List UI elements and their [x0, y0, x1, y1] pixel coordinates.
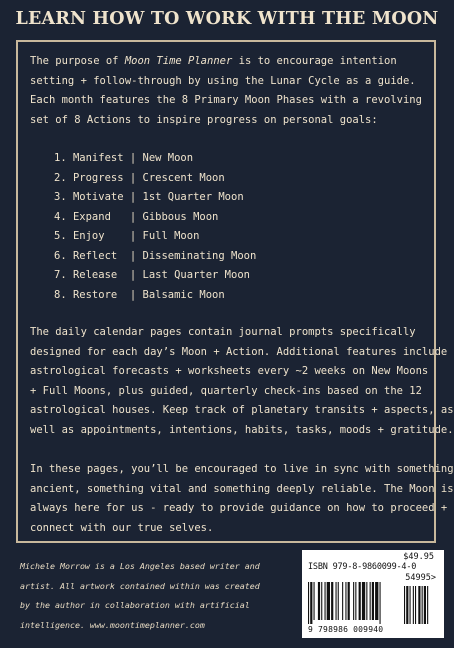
intro-line-2: setting + follow-through by using the Lunar Cycle as a guide.: [30, 74, 416, 87]
barcode-stripe: [314, 582, 315, 620]
barcode-addon-stripe: [418, 586, 420, 624]
barcode-addon-stripe: [413, 586, 414, 624]
closing-line: In these pages, you’ll be encouraged to live in sync with something: [30, 463, 454, 475]
barcode-stripe: [353, 582, 354, 620]
intro-line-1: The purpose of Moon Time Planner is to encourage intention: [30, 55, 397, 67]
phase-item: 5. Enjoy | Full Moon: [54, 230, 200, 242]
features-line: astrological houses. Keep track of planetary transits + aspects, as: [30, 404, 454, 416]
closing-paragraph: [30, 460, 454, 538]
barcode-addon-stripe: [422, 586, 423, 624]
moon-phase-list: [54, 149, 256, 305]
features-line: The daily calendar pages contain journal prompts specifically: [30, 326, 416, 338]
features-line: well as appointments, intentions, habits, tasks, moods + gratitude.: [30, 423, 454, 436]
intro-line-4: set of 8 Actions to inspire progress on personal goals:: [30, 113, 378, 126]
intro-line-3: Each month features the 8 Primary Moon Phases with a revolving: [30, 94, 422, 106]
barcode-stripe: [336, 582, 337, 620]
barcode-stripe: [372, 582, 374, 620]
barcode-stripe: [308, 582, 309, 624]
price-label: $49.95: [403, 552, 434, 562]
author-bio: [20, 557, 290, 635]
closing-line: ancient, something vital and something deeply reliable. The Moon is: [30, 482, 454, 495]
phase-item: 4. Expand | Gibbous Moon: [54, 210, 219, 223]
barcode-stripe: [355, 582, 356, 620]
phase-item: 6. Reflect | Disseminating Moon: [54, 249, 257, 262]
barcode-stripe: [338, 582, 339, 620]
barcode-stripe: [310, 582, 312, 624]
barcode-stripe: [327, 582, 330, 620]
features-line: + Full Moons, plus guided, quarterly check-ins based on the 12: [30, 384, 422, 397]
barcode-stripe: [348, 582, 350, 620]
description-panel: [16, 40, 454, 543]
barcode-addon-stripe: [404, 586, 405, 624]
isbn-label: ISBN 979-8-9860099-4-0: [308, 562, 417, 572]
isbn-barcode: [302, 550, 444, 638]
barcode-stripe: [370, 582, 371, 620]
phase-item: 3. Motivate | 1st Quarter Moon: [54, 191, 244, 203]
phase-item: 7. Release | Last Quarter Moon: [54, 269, 250, 281]
barcode-addon-stripe: [410, 586, 411, 624]
price-addon-code: 54995>: [405, 573, 436, 583]
closing-line: connect with our true selves.: [30, 521, 214, 534]
features-line: astrological forecasts + worksheets every ~2 weeks on New Moons: [30, 365, 429, 377]
barcode-addon-stripe: [415, 586, 416, 624]
phase-item: 2. Progress | Crescent Moon: [54, 171, 225, 184]
barcode-stripe: [375, 582, 378, 620]
bio-line: intelligence. www.moontimeplanner.com: [20, 619, 205, 630]
features-line: designed for each day’s Moon + Action. Additional features include: [30, 345, 448, 358]
barcode-stripe: [318, 582, 320, 620]
bio-line: Michele Morrow is a Los Angeles based writer and: [20, 561, 260, 571]
isbn-digits: 9 798986 009940: [308, 625, 384, 634]
barcode-stripe: [325, 582, 326, 620]
barcode-stripe: [380, 582, 381, 624]
barcode-addon-stripe: [424, 586, 426, 624]
barcode-stripe: [366, 582, 367, 620]
bio-line: by the author in collaboration with artificial: [20, 600, 250, 610]
closing-line: always here for us - ready to provide guidance on how to proceed +: [30, 502, 448, 514]
barcode-addon-stripe: [406, 586, 408, 624]
barcode-bars: [308, 582, 438, 624]
bio-line: artist. All artwork contained within was created: [20, 580, 260, 591]
barcode-addon-stripe: [427, 586, 428, 624]
features-paragraph: [30, 323, 454, 440]
barcode-stripe: [345, 582, 346, 620]
barcode-stripe: [362, 582, 365, 620]
intro-paragraph: [30, 52, 430, 130]
barcode-stripe: [342, 582, 343, 620]
barcode-stripe: [321, 582, 322, 620]
phase-item: 8. Restore | Balsamic Moon: [54, 288, 225, 301]
barcode-stripe: [359, 582, 361, 620]
barcode-stripe: [331, 582, 333, 620]
phase-item: 1. Manifest | New Moon: [54, 152, 194, 164]
book-title: Moon Time Planner: [124, 55, 233, 67]
page-title: LEARN HOW TO WORK WITH THE MOON: [15, 9, 439, 29]
